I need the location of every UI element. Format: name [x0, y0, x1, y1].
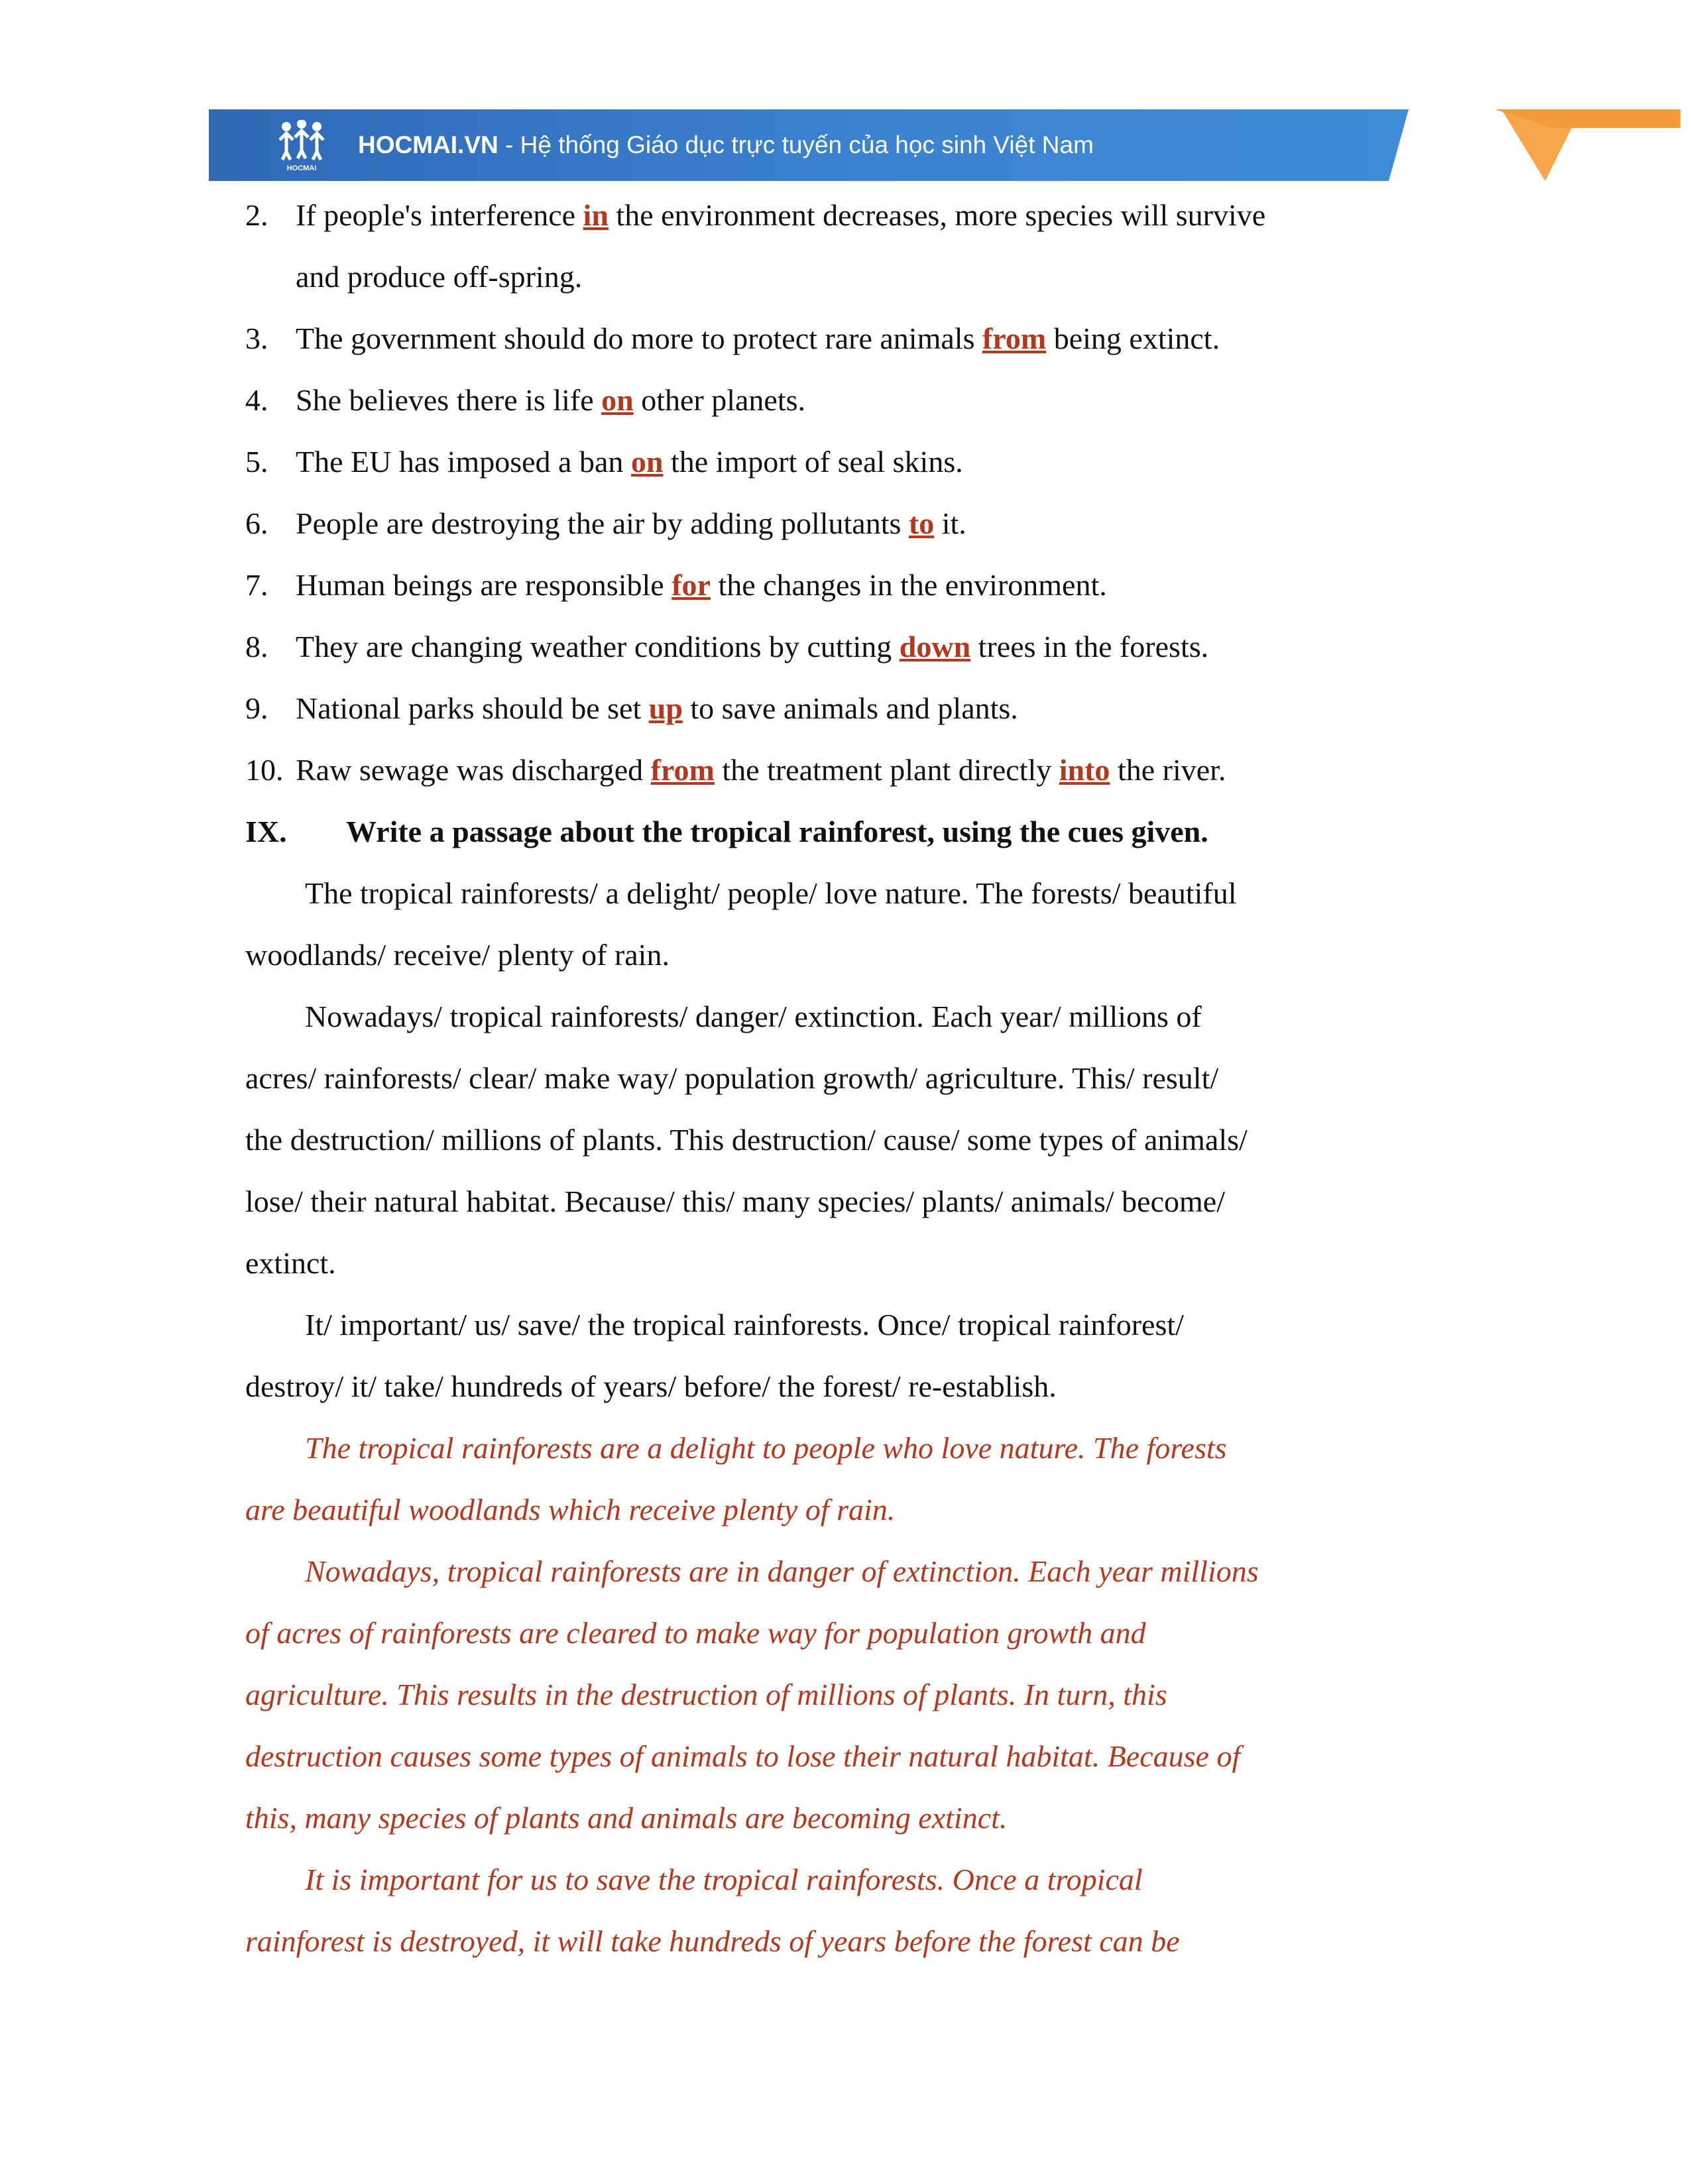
answer-line: rainforest is destroyed, it will take hundreds of years before the forest can be: [245, 1924, 1180, 1958]
brand-name: HOCMAI.VN: [358, 131, 498, 158]
answer-word: down: [899, 630, 971, 663]
cue-line: extinct.: [245, 1246, 336, 1280]
item-text: They are changing weather conditions by cutting: [296, 630, 900, 663]
answer-line: It is important for us to save the tropical rainforests. Once a tropical: [305, 1863, 1143, 1896]
item-text: the environment decreases, more species will survive: [608, 198, 1266, 232]
item-number: 10.: [245, 753, 284, 787]
list-item: [245, 506, 966, 541]
item-text: the river.: [1110, 753, 1226, 787]
list-item: [245, 629, 1209, 664]
answer-word: for: [671, 568, 711, 602]
answer-line: this, many species of plants and animals are becoming extinct.: [245, 1801, 1008, 1835]
answer-line: are beautiful woodlands which receive plenty of rain.: [245, 1493, 896, 1526]
cue-line: the destruction/ millions of plants. This destruction/ cause/ some types of animals/: [245, 1123, 1248, 1157]
cue-line: acres/ rainforests/ clear/ make way/ population growth/ agriculture. This/ result/: [245, 1061, 1219, 1095]
answer-word: from: [650, 753, 715, 787]
item-text: other planets.: [633, 383, 806, 417]
item-number: 9.: [245, 691, 268, 725]
cue-line: It/ important/ us/ save/ the tropical rainforests. Once/ tropical rainforest/: [305, 1308, 1184, 1342]
item-number: 7.: [245, 568, 268, 602]
section-title: Write a passage about the tropical rainforest, using the cues given.: [346, 815, 1208, 848]
answer-word: on: [601, 383, 634, 417]
cue-line: woodlands/ receive/ plenty of rain.: [245, 938, 670, 972]
item-number: 4.: [245, 383, 268, 417]
section-heading: [245, 814, 1208, 849]
item-text: National parks should be set: [296, 691, 649, 725]
list-item: [245, 382, 806, 418]
banner-edge: [1389, 109, 1409, 181]
item-text: the treatment plant directly: [714, 753, 1059, 787]
answer-line: of acres of rainforests are cleared to make way for population growth and: [245, 1616, 1146, 1650]
list-item: [245, 691, 1018, 726]
cue-line: lose/ their natural habitat. Because/ this/ many species/ plants/ animals/ become/: [245, 1184, 1225, 1218]
list-item: [245, 321, 1220, 356]
item-number: 6.: [245, 506, 268, 540]
answer-line: The tropical rainforests are a delight to people who love nature. The forests: [305, 1431, 1227, 1465]
cue-line: Nowadays/ tropical rainforests/ danger/ extinction. Each year/ millions of: [305, 1000, 1202, 1033]
item-text: trees in the forests.: [970, 630, 1209, 663]
item-text: Raw sewage was discharged: [296, 753, 651, 787]
answer-word: in: [583, 198, 609, 232]
item-text: If people's interference: [296, 198, 583, 232]
answer-line: Nowadays, tropical rainforests are in danger of extinction. Each year millions: [305, 1554, 1259, 1588]
brand-tagline: - Hệ thống Giáo dục trực tuyến của học sinh Việt Nam: [498, 131, 1094, 158]
list-item: [245, 752, 1226, 787]
list-item: [245, 567, 1107, 603]
item-text: The EU has imposed a ban: [296, 445, 631, 479]
item-number: 3.: [245, 321, 268, 355]
answer-word: into: [1059, 753, 1110, 787]
banner-title: [358, 124, 1094, 166]
item-text: the import of seal skins.: [663, 445, 963, 479]
item-text: it.: [934, 506, 966, 540]
answer-line: agriculture. This results in the destruction of millions of plants. In turn, this: [245, 1678, 1167, 1711]
item-number: 5.: [245, 445, 268, 479]
list-item-continuation: and produce off-spring.: [296, 260, 583, 294]
answer-word: up: [648, 691, 683, 725]
list-item: [245, 444, 963, 479]
section-number: IX.: [245, 815, 287, 848]
item-number: 2.: [245, 198, 268, 232]
hocmai-logo-icon: [272, 120, 331, 173]
svg-text:HOCMAI: HOCMAI: [286, 164, 317, 172]
cue-line: destroy/ it/ take/ hundreds of years/ before/ the forest/ re-establish.: [245, 1369, 1057, 1403]
item-text: The government should do more to protect rare animals: [296, 321, 982, 355]
cue-line: The tropical rainforests/ a delight/ people/ love nature. The forests/ beautiful: [305, 876, 1237, 910]
item-text: to save animals and plants.: [682, 691, 1018, 725]
item-text: Human beings are responsible: [296, 568, 672, 602]
item-text: being extinct.: [1046, 321, 1220, 355]
answer-word: on: [630, 445, 664, 479]
item-text: She believes there is life: [296, 383, 602, 417]
list-item: [245, 198, 1266, 233]
item-number: 8.: [245, 630, 268, 663]
item-text: the changes in the environment.: [710, 568, 1107, 602]
answer-word: to: [908, 506, 935, 540]
item-text: People are destroying the air by adding pollutants: [296, 506, 909, 540]
answer-word: from: [982, 321, 1047, 355]
header-banner: [209, 109, 1462, 181]
answer-line: destruction causes some types of animals to lose their natural habitat. Because of: [245, 1739, 1241, 1773]
